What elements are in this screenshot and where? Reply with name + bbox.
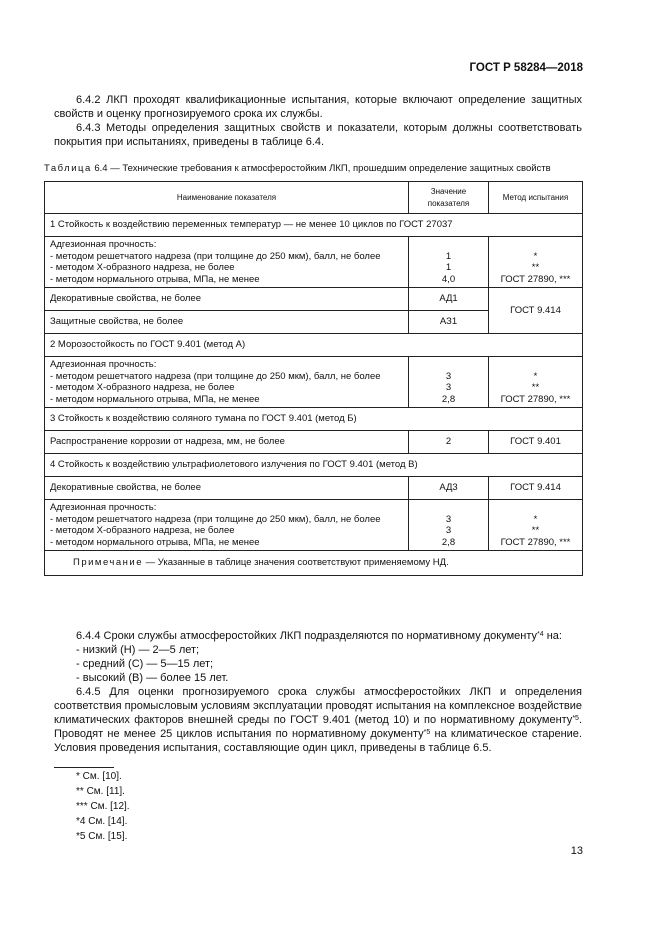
adhesion-methods: * ** ГОСТ 27890, ***: [489, 357, 583, 408]
section-title-4: 4 Стойкость к воздействию ультрафиолетового излучения по ГОСТ 9.401 (метод В): [45, 454, 583, 477]
table-row: [45, 357, 583, 408]
list-item: - средний (С) — 5—15 лет;: [76, 658, 214, 670]
method-gost-9414: ГОСТ 9.414: [489, 477, 583, 500]
paragraph-6-4-5: 6.4.5 Для оценки прогнозируемого срока службы атмосферостойких ЛКП и определения соответствия промысловым условиям эксплуатации проводят испытания на комплексное воздействие климатических факторов внешней среды по ГОСТ 9.401 (метод 10) и по нормативному документу$^{*5}$. Проводят не менее 25 циклов испытания по нормативному документу$^{*5}$ на климатическое старение. Условия проведения испытания, составляющие один цикл, приведены в таблице 6.5.: [54, 686, 582, 754]
adhesion-values: 3 3 2,8: [409, 500, 489, 551]
adhesion-cell: Адгезионная прочность: - методом решетчатого надреза (при толщине до 250 мкм), балл, не более - методом Х-образного надреза, не более - методом нормального отрыва, МПа, не менее: [45, 237, 409, 288]
protective-value: АЗ1: [409, 311, 489, 334]
adhesion-methods: * ** ГОСТ 27890, ***: [489, 500, 583, 551]
note-row: [45, 551, 583, 576]
section-row-4: [45, 454, 583, 477]
footnote: *5 См. [15].: [76, 831, 128, 842]
adhesion-values: 1 1 4,0: [409, 237, 489, 288]
adhesion-methods: * ** ГОСТ 27890, ***: [489, 237, 583, 288]
protective-label: Защитные свойства, не более: [45, 311, 409, 334]
page-number: 13: [570, 845, 583, 857]
decorative-label: Декоративные свойства, не более: [45, 477, 409, 500]
section-title-1: 1 Стойкость к воздействию переменных температур — не менее 10 циклов по ГОСТ 27037: [45, 214, 583, 237]
adhesion-cell: Адгезионная прочность: - методом решетчатого надреза (при толщине до 250 мкм), балл, не более - методом Х-образного надреза, не более - методом нормального отрыва, МПа, не менее: [45, 357, 409, 408]
service-life-list: [76, 643, 228, 685]
paragraph-6-4-3: 6.4.3 Методы определения защитных свойств и показатели, которым должны соответствовать покрытия при испытаниях, приведены в таблице 6.4.: [54, 122, 582, 148]
decorative-value: АД3: [409, 477, 489, 500]
section-title-3: 3 Стойкость к воздействию соляного тумана по ГОСТ 9.401 (метод Б): [45, 408, 583, 431]
document-header: ГОСТ Р 58284—2018: [469, 62, 583, 74]
corrosion-method: ГОСТ 9.401: [489, 431, 583, 454]
table-caption: Таблица 6.4 — Технические требования к атмосферостойким ЛКП, прошедшим определение защитных свойств: [44, 163, 551, 174]
adhesion-values: 3 3 2,8: [409, 357, 489, 408]
footnote: * См. [10].: [76, 771, 122, 782]
requirements-table: [44, 181, 583, 576]
corrosion-label: Распространение коррозии от надреза, мм, не более: [45, 431, 409, 454]
footnote: *** См. [12].: [76, 801, 130, 812]
paragraph-6-4-2: 6.4.2 ЛКП проходят квалификационные испытания, которые включают определение защитных свойств и оценку прогнозируемого срока их службы.: [54, 94, 582, 120]
table-row: [45, 477, 583, 500]
decorative-label: Декоративные свойства, не более: [45, 288, 409, 311]
section-row-3: [45, 408, 583, 431]
corrosion-value: 2: [409, 431, 489, 454]
footnote-divider: [54, 767, 114, 768]
section-title-2: 2 Морозостойкость по ГОСТ 9.401 (метод А): [45, 334, 583, 357]
decorative-value: АД1: [409, 288, 489, 311]
table-row: [45, 500, 583, 551]
section-row-2: [45, 334, 583, 357]
table-note: Примечание — Указанные в таблице значения соответствуют применяемому НД.: [45, 551, 583, 576]
adhesion-cell: Адгезионная прочность: - методом решетчатого надреза (при толщине до 250 мкм), балл, не более - методом Х-образного надреза, не более - методом нормального отрыва, МПа, не менее: [45, 500, 409, 551]
method-gost-9414: ГОСТ 9.414: [489, 288, 583, 334]
footnote: ** См. [11].: [76, 786, 125, 797]
section-row-1: [45, 214, 583, 237]
list-item: - высокий (В) — более 15 лет.: [76, 672, 229, 684]
header-cell-method: Метод испытания: [489, 182, 583, 214]
list-item: - низкий (Н) — 2—5 лет;: [76, 644, 200, 656]
table-row: [45, 237, 583, 288]
header-cell-name: Наименование показателя: [45, 182, 409, 214]
header-cell-value: Значение показателя: [409, 182, 489, 214]
table-row: [45, 431, 583, 454]
footnote: *4 См. [14].: [76, 816, 128, 827]
table-row: [45, 288, 583, 311]
table-header-row: [45, 182, 583, 214]
paragraph-6-4-4: 6.4.4 Сроки службы атмосферостойких ЛКП подразделяются по нормативному документу$^{*4}$ на:: [76, 630, 562, 642]
